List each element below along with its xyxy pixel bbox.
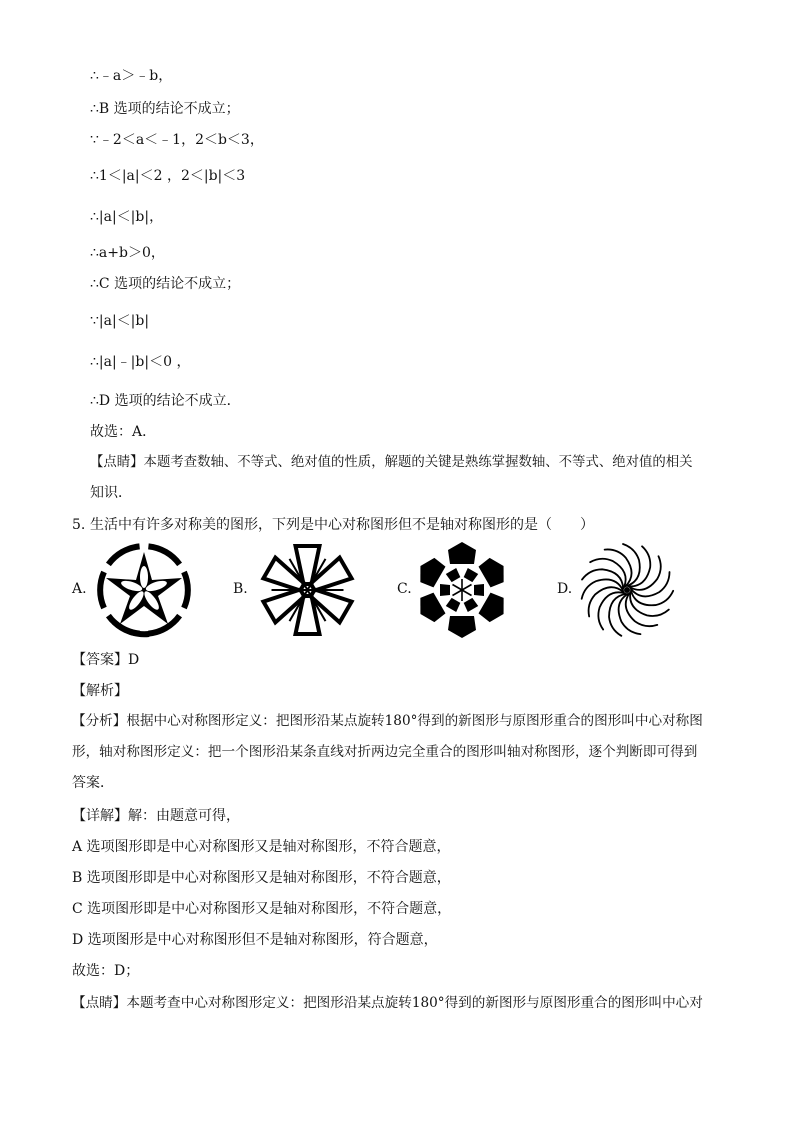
text-line: C 选项图形即是中心对称图形又是轴对称图形，不符合题意， [72,901,452,917]
text-line: ∵|a|＜|b| [90,313,150,329]
text-line: ∴﹣a＞﹣b， [90,68,173,84]
text-line: ∴|a|＜|b|， [90,209,164,225]
text-line: ∴B 选项的结论不成立； [90,101,240,117]
text-line: ∴1＜|a|＜2 ，2＜|b|＜3 [90,168,246,184]
text-line: A 选项图形即是中心对称图形又是轴对称图形，不符合题意， [72,839,451,855]
analysis-heading: 【解析】 [72,683,128,699]
question-number: 5. [72,517,86,533]
option-a-label: A. [72,581,87,597]
text-line: 【详解】解：由题意可得， [72,808,240,824]
text-line: ∴C 选项的结论不成立； [90,276,241,292]
text-line: 故选：A． [90,424,157,440]
text-line: ∵﹣2＜a＜﹣1，2＜b＜3， [90,132,264,148]
text-line: ∴D 选项的结论不成立． [90,393,241,409]
text-line: B 选项图形即是中心对称图形又是轴对称图形，不符合题意， [72,870,451,886]
text-line: ∴|a|﹣|b|＜0 ， [90,354,191,370]
text-line: 【点睛】本题考查中心对称图形定义：把图形沿某点旋转180°得到的新图形与原图形重合的图形叫中心对 [72,995,703,1011]
text-line: 故选：D； [72,963,140,979]
answer-line: 【答案】D [72,652,140,668]
figure-c [412,540,512,640]
option-c-label: C. [397,581,412,597]
text-line: 【点睛】本题考查数轴、不等式、绝对值的性质，解题的关键是熟练掌握数轴、不等式、绝对值的相关 [90,455,693,470]
figure-a [94,540,194,640]
text-line: 答案． [72,775,114,791]
text-line: 【分析】根据中心对称图形定义：把图形沿某点旋转180°得到的新图形与原图形重合的图形叫中心对称图 [72,713,703,729]
option-b-label: B. [233,581,248,597]
figure-d [577,540,677,640]
text-line: ∴a+b＞0， [90,245,165,261]
option-d-label: D. [557,581,573,597]
text-line: D 选项图形是中心对称图形但不是轴对称图形，符合题意， [72,932,438,948]
text-line: 知识． [90,485,132,501]
figure-b [255,540,360,640]
text-line: 形，轴对称图形定义：把一个图形沿某条直线对折两边完全重合的图形叫轴对称图形，逐个判断即可得到 [72,744,698,760]
question-text: 生活中有许多对称美的图形，下列是中心对称图形但不是轴对称图形的是（ ） [90,517,594,533]
